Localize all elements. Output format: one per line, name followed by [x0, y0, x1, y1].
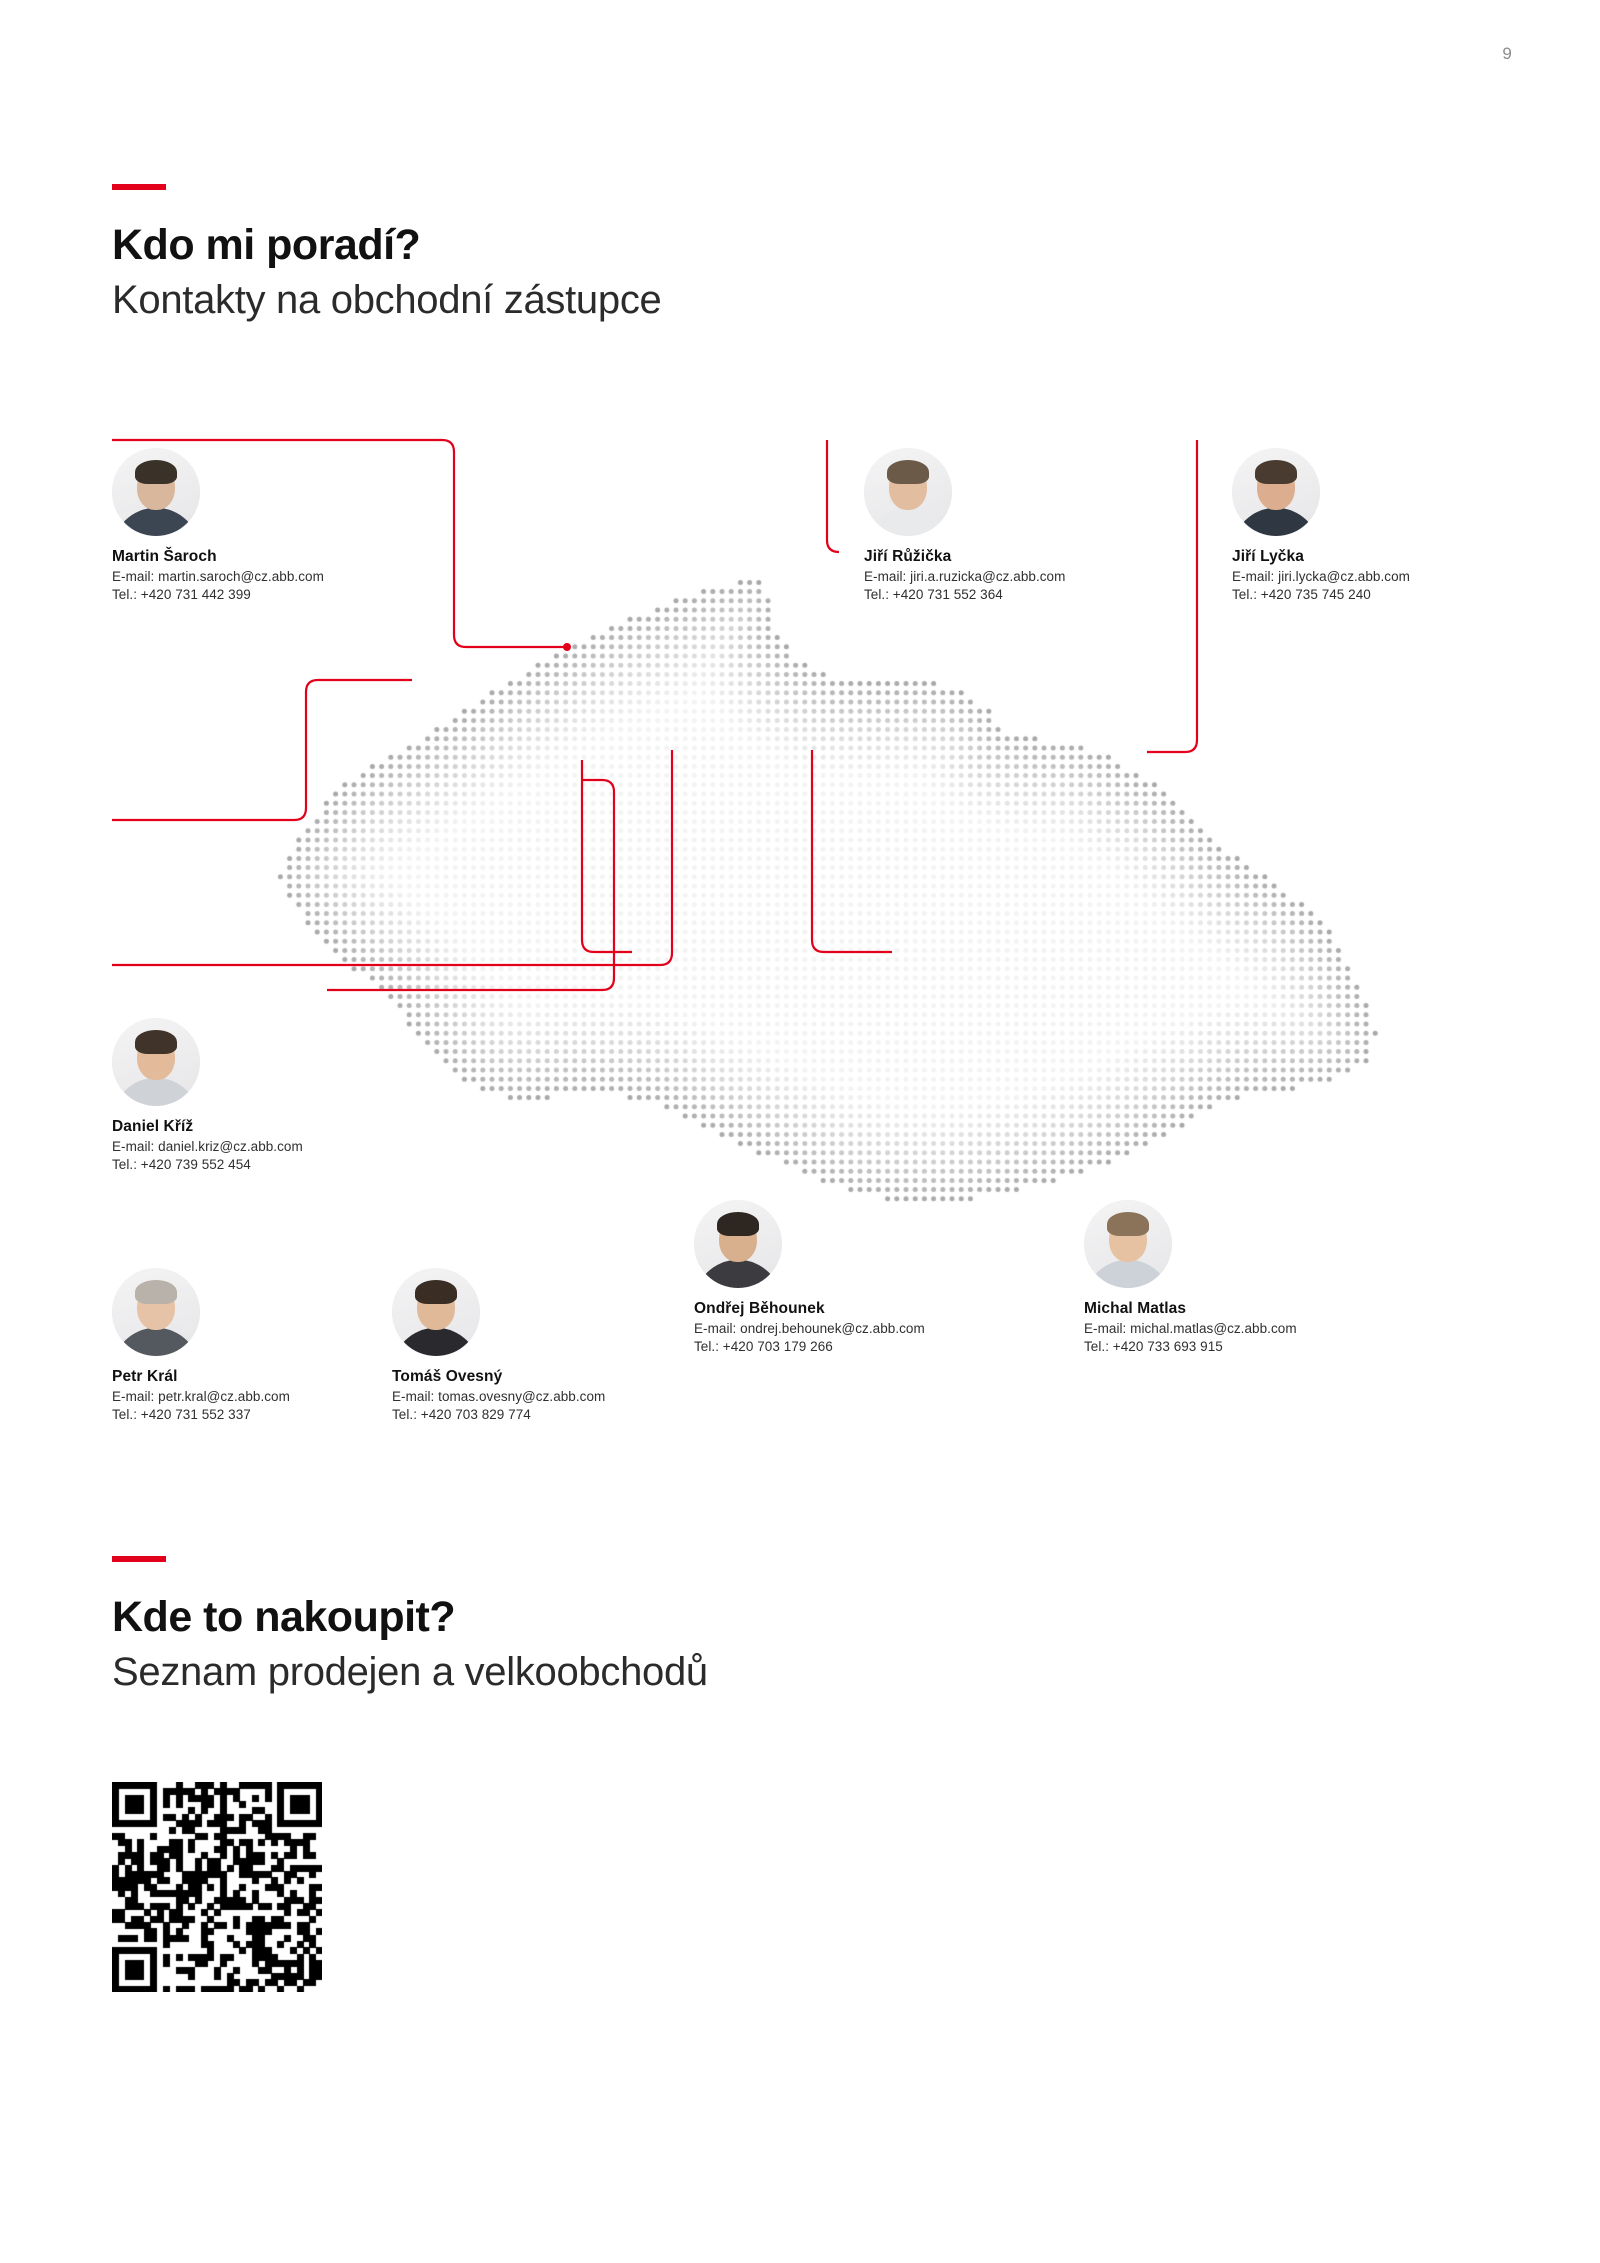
avatar: [694, 1200, 782, 1288]
contact-phone[interactable]: Tel.: +420 731 442 399: [112, 587, 251, 602]
contact-name: Ondřej Běhounek: [694, 1300, 825, 1317]
contact-card[interactable]: [112, 1018, 442, 1172]
section-title: Kde to nakoupit?: [112, 1593, 456, 1641]
contact-card[interactable]: [1084, 1200, 1414, 1354]
contact-email[interactable]: E-mail: tomas.ovesny@cz.abb.com: [392, 1389, 606, 1404]
contact-name: Martin Šaroch: [112, 548, 217, 565]
contact-phone[interactable]: Tel.: +420 735 745 240: [1232, 587, 1371, 602]
contact-card[interactable]: [694, 1200, 1024, 1354]
contact-name: Jiří Růžička: [864, 548, 952, 565]
contact-phone[interactable]: Tel.: +420 731 552 364: [864, 587, 1003, 602]
contact-phone[interactable]: Tel.: +420 739 552 454: [112, 1157, 251, 1172]
contact-email[interactable]: E-mail: jiri.a.ruzicka@cz.abb.com: [864, 569, 1066, 584]
contact-email[interactable]: E-mail: martin.saroch@cz.abb.com: [112, 569, 324, 584]
avatar: [864, 448, 952, 536]
qr-code[interactable]: [112, 1782, 322, 1992]
avatar: [112, 1268, 200, 1356]
page-subtitle: Kontakty na obchodní zástupce: [112, 278, 662, 323]
contact-phone[interactable]: Tel.: +420 731 552 337: [112, 1407, 251, 1422]
contact-name: Petr Král: [112, 1368, 178, 1385]
contact-phone[interactable]: Tel.: +420 733 693 915: [1084, 1339, 1223, 1354]
avatar: [112, 1018, 200, 1106]
contact-email[interactable]: E-mail: daniel.kriz@cz.abb.com: [112, 1139, 303, 1154]
avatar: [112, 448, 200, 536]
contact-email[interactable]: E-mail: ondrej.behounek@cz.abb.com: [694, 1321, 925, 1336]
section-rule-bottom: [112, 1556, 166, 1562]
page-title: Kdo mi poradí?: [112, 221, 421, 269]
contact-name: Michal Matlas: [1084, 1300, 1187, 1317]
contact-card[interactable]: [112, 448, 442, 602]
contact-name: Tomáš Ovesný: [392, 1368, 503, 1385]
section-heading-contacts: [112, 222, 661, 323]
contact-email[interactable]: E-mail: michal.matlas@cz.abb.com: [1084, 1321, 1297, 1336]
avatar: [392, 1268, 480, 1356]
contact-phone[interactable]: Tel.: +420 703 829 774: [392, 1407, 531, 1422]
section-rule-top: [112, 184, 166, 190]
avatar: [1084, 1200, 1172, 1288]
contact-phone[interactable]: Tel.: +420 703 179 266: [694, 1339, 833, 1354]
contact-email[interactable]: E-mail: petr.kral@cz.abb.com: [112, 1389, 290, 1404]
contact-card[interactable]: [392, 1268, 722, 1422]
page-number: 9: [1502, 44, 1512, 63]
avatar: [1232, 448, 1320, 536]
contact-email[interactable]: E-mail: jiri.lycka@cz.abb.com: [1232, 569, 1410, 584]
contact-card[interactable]: [864, 448, 1194, 602]
section-heading-stores: [112, 1594, 708, 1695]
contact-name: Daniel Kříž: [112, 1118, 194, 1135]
contact-name: Jiří Lyčka: [1232, 548, 1304, 565]
section-subtitle: Seznam prodejen a velkoobchodů: [112, 1650, 708, 1695]
contact-card[interactable]: [1232, 448, 1562, 602]
